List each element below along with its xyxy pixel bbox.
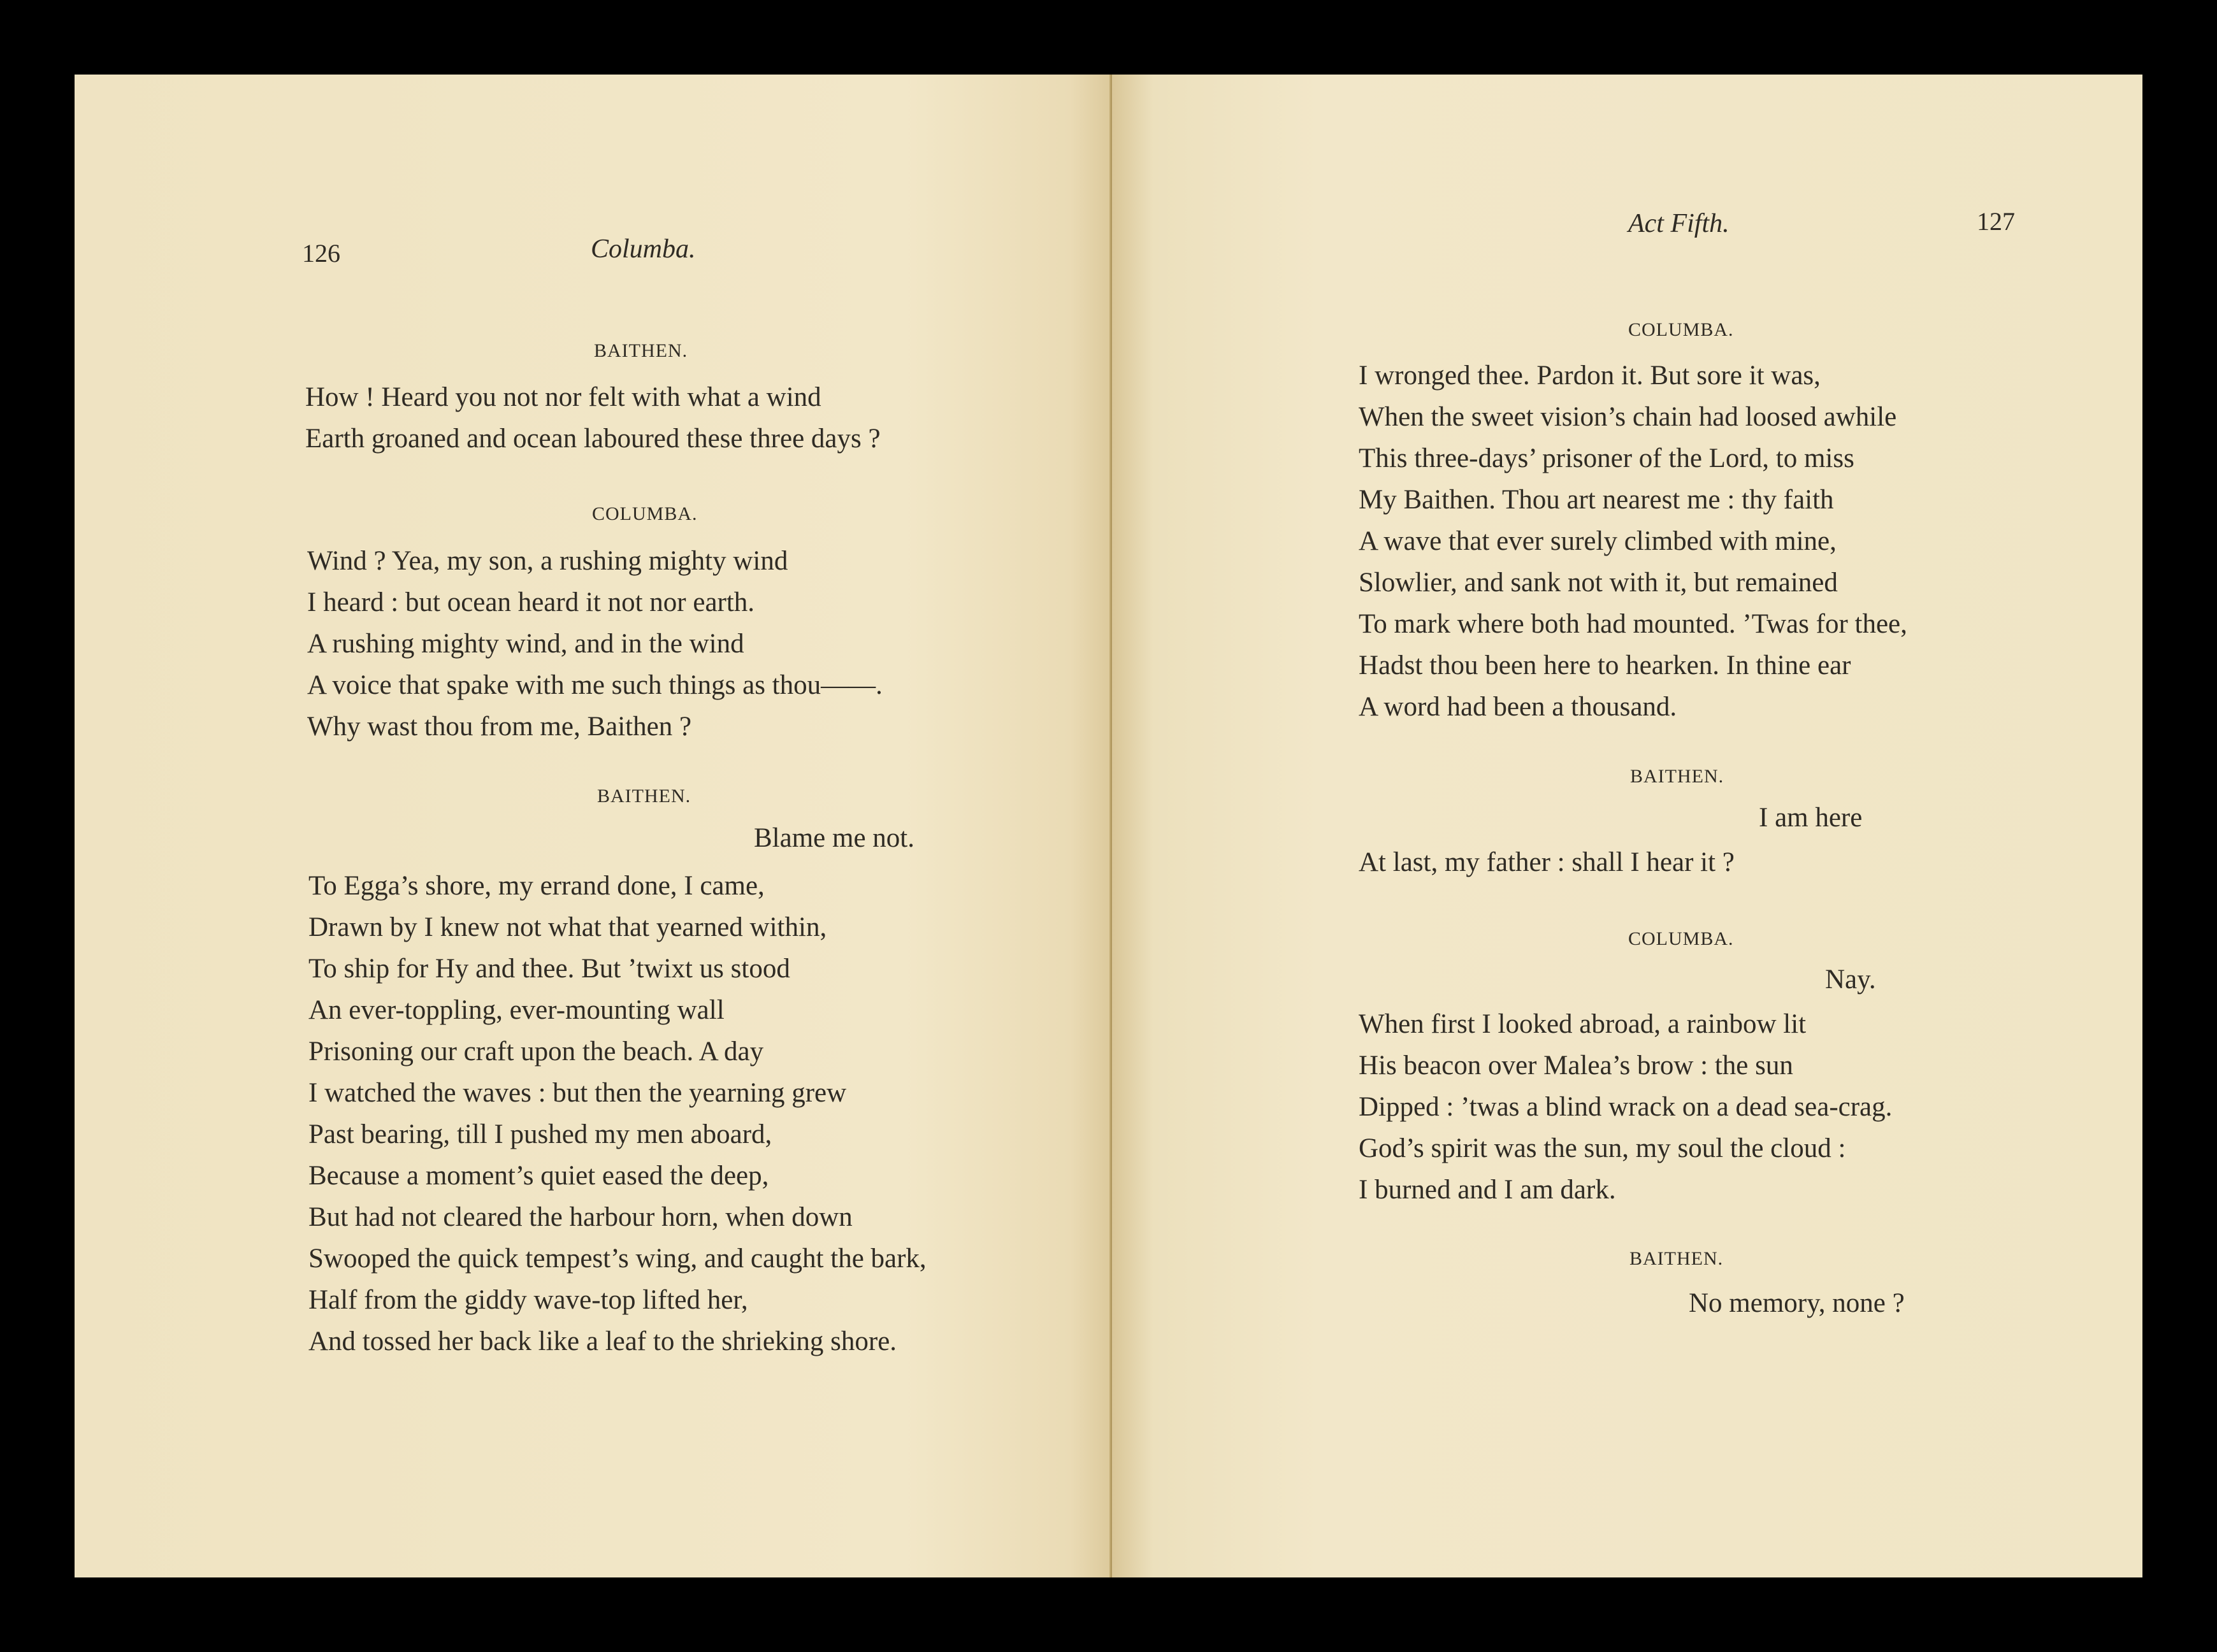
- verse-line: To Egga’s shore, my errand done, I came,: [308, 871, 765, 901]
- verse-line: Prisoning our craft upon the beach. A day: [308, 1037, 764, 1067]
- speaker-heading: BAITHEN.: [597, 786, 691, 807]
- verse-line: A wave that ever surely climbed with mine,: [1359, 526, 1837, 556]
- verse-line: Swooped the quick tempest’s wing, and caught the bark,: [308, 1244, 927, 1274]
- verse-line: Hadst thou been here to hearken. In thine ear: [1359, 650, 1851, 680]
- half-line: Nay.: [1825, 965, 1876, 995]
- verse-line: Earth groaned and ocean laboured these three days ?: [305, 424, 881, 454]
- verse-line: His beacon over Malea’s brow : the sun: [1359, 1051, 1793, 1081]
- verse-line: I watched the waves : but then the yearning grew: [308, 1078, 847, 1108]
- page-number: 127: [1977, 207, 2015, 236]
- verse-line: A voice that spake with me such things as thou——.: [307, 670, 883, 700]
- verse-line: Wind ? Yea, my son, a rushing mighty wind: [307, 546, 788, 576]
- left-page: [75, 75, 1112, 1577]
- verse-line: Drawn by I knew not what that yearned within,: [308, 912, 827, 942]
- verse-line: A rushing mighty wind, and in the wind: [307, 629, 744, 659]
- verse-block: [308, 865, 927, 1362]
- verse-line: How ! Heard you not nor felt with what a wind: [305, 382, 821, 412]
- page-number: 126: [302, 239, 340, 268]
- verse-line: Dipped : ’twas a blind wrack on a dead sea-crag.: [1359, 1092, 1893, 1122]
- verse-line: Why wast thou from me, Baithen ?: [307, 712, 692, 742]
- verse-block: [1359, 355, 1907, 728]
- half-line: No memory, none ?: [1689, 1288, 1905, 1318]
- verse-line: And tossed her back like a leaf to the shrieking shore.: [308, 1326, 897, 1356]
- verse-line: To ship for Hy and thee. But ’twixt us stood: [308, 954, 790, 984]
- verse-line: Past bearing, till I pushed my men aboard,: [308, 1119, 772, 1149]
- half-line: I am here: [1759, 803, 1863, 833]
- speaker-heading: COLUMBA.: [592, 503, 698, 524]
- verse-line: Slowlier, and sank not with it, but remained: [1359, 568, 1838, 598]
- verse-line: At last, my father : shall I hear it ?: [1359, 847, 1735, 877]
- verse-line: When the sweet vision’s chain had loosed awhile: [1359, 402, 1897, 432]
- verse-block: [1359, 842, 1735, 883]
- verse-line: I burned and I am dark.: [1359, 1175, 1616, 1205]
- verse-line: My Baithen. Thou art nearest me : thy faith: [1359, 485, 1834, 515]
- verse-line: To mark where both had mounted. ’Twas for thee,: [1359, 609, 1907, 639]
- speaker-heading: COLUMBA.: [1628, 319, 1734, 340]
- speaker-heading: BAITHEN.: [594, 340, 688, 361]
- half-line: Blame me not.: [754, 823, 914, 853]
- verse-line: I heard : but ocean heard it not nor earth.: [307, 587, 755, 617]
- verse-line: Because a moment’s quiet eased the deep,: [308, 1161, 769, 1191]
- book-spread: [75, 75, 2142, 1577]
- verse-line: When first I looked abroad, a rainbow lit: [1359, 1009, 1807, 1039]
- verse-block: [305, 377, 881, 459]
- verse-line: An ever-toppling, ever-mounting wall: [308, 995, 725, 1025]
- running-head: Columba.: [591, 234, 696, 264]
- verse-line: A word had been a thousand.: [1359, 692, 1677, 722]
- verse-line: God’s spirit was the sun, my soul the cloud :: [1359, 1133, 1846, 1163]
- speaker-heading: COLUMBA.: [1628, 928, 1734, 949]
- running-head: Act Fifth.: [1628, 209, 1730, 238]
- verse-block: [307, 540, 883, 747]
- speaker-heading: BAITHEN.: [1630, 766, 1724, 787]
- verse-line: Half from the giddy wave-top lifted her,: [308, 1285, 748, 1315]
- verse-block: [1359, 1003, 1892, 1210]
- verse-line: I wronged thee. Pardon it. But sore it was,: [1359, 361, 1821, 391]
- right-page: [1112, 75, 2142, 1577]
- verse-line: But had not cleared the harbour horn, when down: [308, 1202, 853, 1232]
- verse-line: This three-days’ prisoner of the Lord, to miss: [1359, 443, 1854, 473]
- speaker-heading: BAITHEN.: [1629, 1248, 1724, 1269]
